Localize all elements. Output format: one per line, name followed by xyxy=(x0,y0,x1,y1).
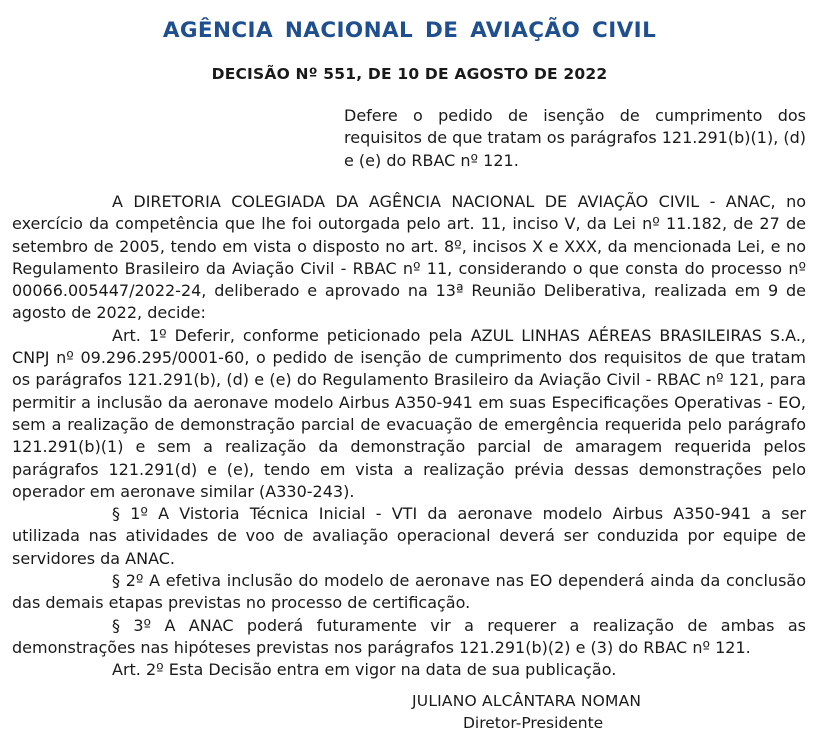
article-2: Art. 2º Esta Decisão entra em vigor na data de sua publicação. xyxy=(112,660,617,680)
signatory-name: JULIANO ALCÂNTARA NOMAN xyxy=(412,692,642,710)
decision-title: DECISÃO Nº 551, DE 10 DE AGOSTO DE 2022 xyxy=(211,65,608,83)
paragraph-1: § 1º A Vistoria Técnica Inicial - VTI da aeronave modelo Airbus A350-941 a ser utilizada nas atividades de voo de avaliação operacional deverá ser conduzida por equipe de servidores da ANAC. xyxy=(12,504,806,568)
decision-body xyxy=(12,191,806,682)
paragraph-3: § 3º A ANAC poderá futuramente vir a requerer a realização de ambas as demonstrações nas hipóteses previstas nos parágrafos 121.291(b)(2) e (3) do RBAC nº 121. xyxy=(12,615,806,657)
signatory-role: Diretor-Presidente xyxy=(463,714,604,732)
decision-summary: Defere o pedido de isenção de cumprimento dos requisitos de que tratam os parágrafos 121.291(b)(1), (d) e (e) do RBAC nº 121. xyxy=(344,106,807,170)
paragraph-2: § 2º A efetiva inclusão do modelo de aeronave nas EO dependerá ainda da conclusão das demais etapas previstas no processo de certificação. xyxy=(12,571,806,613)
preamble-paragraph: A DIRETORIA COLEGIADA DA AGÊNCIA NACIONAL DE AVIAÇÃO CIVIL - ANAC, no exercício da competência que lhe foi outorgada pelo art. 11, inciso V, da Lei nº 11.182, de 27 de setembro de 2005, tendo em vista o disposto no art. 8º, incisos X e XXX, da mencionada Lei, e no Regulamento Brasileiro da Aviação Civil - RBAC nº 11, considerando o que consta do processo nº 00066.005447/2022-24, deliberado e aprovado na 13ª Reunião Deliberativa, realizada em 9 de agosto de 2022, decide: xyxy=(12,192,806,323)
agency-title: AGÊNCIA NACIONAL DE AVIAÇÃO CIVIL xyxy=(162,18,657,43)
article-1: Art. 1º Deferir, conforme peticionado pela AZUL LINHAS AÉREAS BRASILEIRAS S.A., CNPJ nº 09.296.295/0001-60, o pedido de isenção de cumprimento dos requisitos de que tratam os parágrafos 121.291(b), (d) e (e) do Regulamento Brasileiro da Aviação Civil - RBAC nº 121, para permitir a inclusão da aeronave modelo Airbus A350-941 em suas Especificações Operativas - EO, sem a realização de demonstração parcial de evacuação de emergência requerida pelo parágrafo 121.291(b)(1) e sem a realização da demonstração parcial de amaragem requerida pelos parágrafos 121.291(d) e (e), tendo em vista a realização prévia dessas demonstrações pelo operador em aeronave similar (A330-243). xyxy=(12,325,806,501)
